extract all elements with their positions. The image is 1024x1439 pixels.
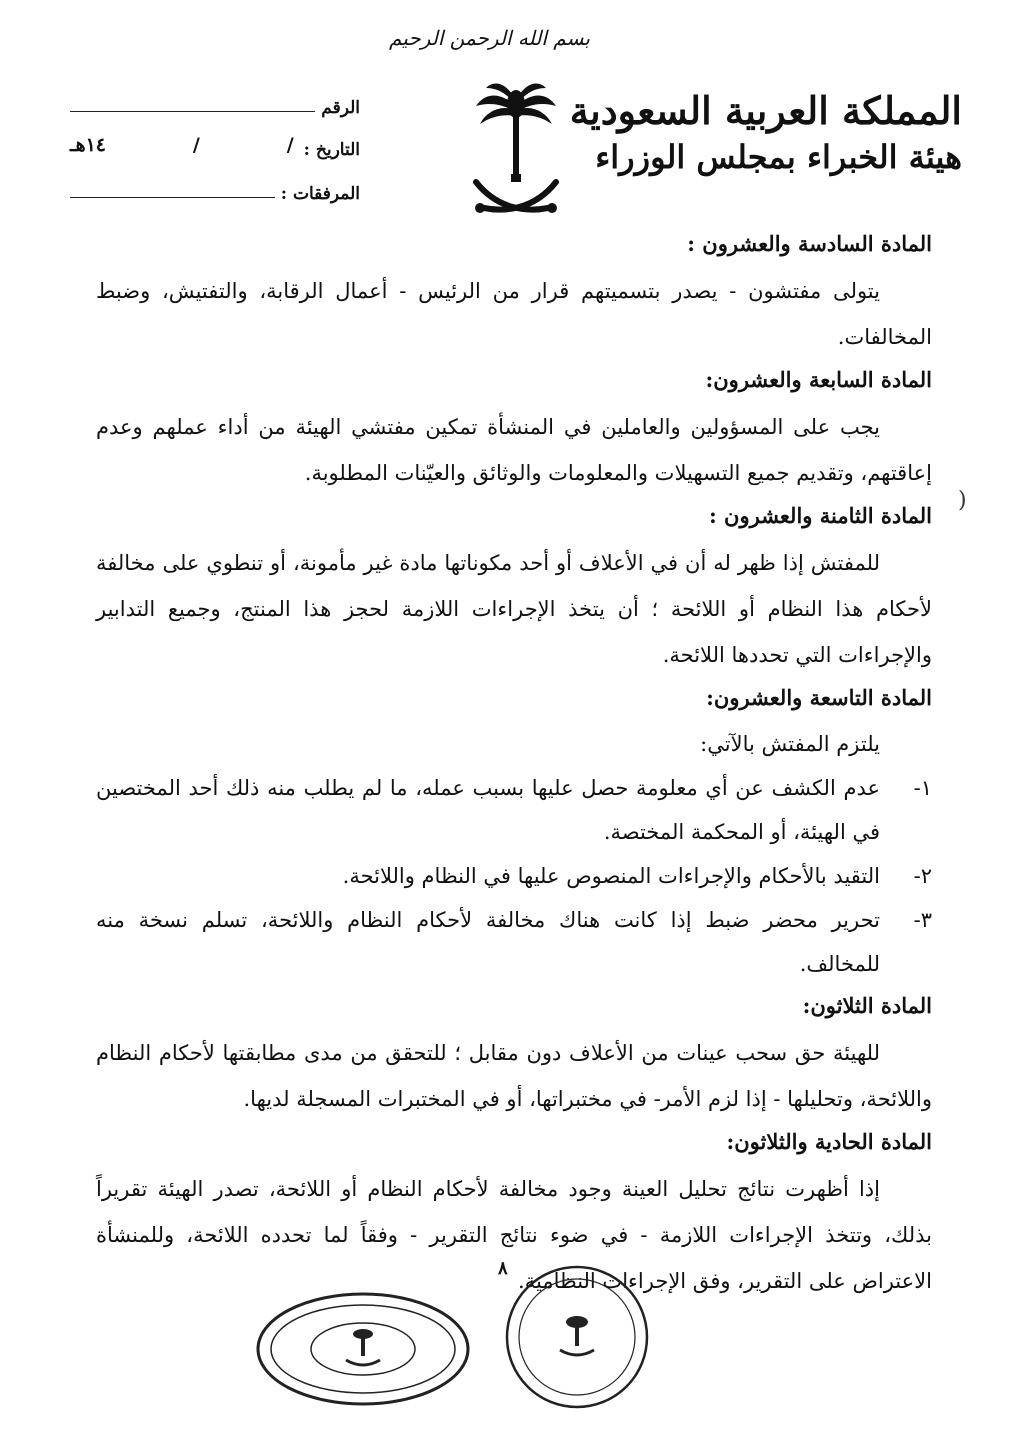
date-field [70, 128, 360, 160]
attachments-field [70, 172, 360, 204]
article-title: المادة التاسعة والعشرون: [706, 685, 932, 710]
list-item-number: ٣- [913, 908, 932, 932]
reference-number-field [70, 86, 360, 118]
list-item-number: ١- [913, 776, 932, 800]
date-separator: / [286, 134, 294, 156]
basmala-text: بسم الله الرحمن الرحيم [388, 26, 590, 50]
article-text: للمفتش إذا ظهر له أن في الأعلاف أو أحد مكوناتها مادة غير مأمونة، أو تنطوي على مخالفة لأحكام هذا النظام أو اللائحة ؛ أن يتخذ الإجراءات اللازمة لحجز هذا المنتج، وجميع التدابير والإجراءات التي تحددها اللائحة. [96, 551, 932, 667]
article-title: المادة الثامنة والعشرون : [708, 503, 932, 528]
list-item-text: التقيد بالأحكام والإجراءات المنصوص عليها في النظام واللائحة. [342, 864, 880, 888]
article-28 [96, 496, 932, 678]
page-number: ٨ [498, 1258, 508, 1279]
attachments-label: المرفقات : [280, 184, 360, 204]
date-value [70, 134, 298, 160]
reference-line [70, 97, 315, 112]
article-title: المادة الثلاثون: [802, 993, 932, 1018]
article-text: يتولى مفتشون - يصدر بتسميتهم قرار من الرئيس - أعمال الرقابة، والتفتيش، وضبط المخالفات. [96, 279, 932, 349]
list-item [96, 854, 932, 898]
list-item-text: عدم الكشف عن أي معلومة حصل عليها بسبب عمله، ما لم يطلب منه ذلك أحد المختصين في الهيئة، أو المحكمة المختصة. [96, 776, 880, 844]
date-separator: / [192, 134, 200, 156]
article-30 [96, 986, 932, 1122]
article-27 [96, 360, 932, 496]
article-text: إذا أظهرت نتائج تحليل العينة وجود مخالفة لأحكام النظام أو اللائحة، تصدر الهيئة تقريراً بذلك، وتتخذ الإجراءات اللازمة - في ضوء نتائج التقرير - وفقاً لما تحدده اللائحة، وللمنشأة الاعتراض على التقرير، وفق الإجراءات النظامية. [96, 1177, 932, 1293]
date-label: التاريخ : [303, 140, 360, 160]
list-item [96, 898, 932, 986]
reference-label: الرقم [321, 98, 360, 118]
attachments-line [70, 183, 275, 198]
list-item-number: ٢- [913, 864, 932, 888]
official-seal-icon [254, 1290, 472, 1408]
official-seal-icon [502, 1262, 652, 1412]
list-item [96, 766, 932, 854]
org-name-kingdom: المملكة العربية السعودية [569, 88, 962, 133]
article-title: المادة السادسة والعشرون : [687, 231, 932, 256]
list-intro: يلتزم المفتش بالآتي: [700, 732, 880, 756]
article-title: المادة السابعة والعشرون: [705, 367, 932, 392]
hijri-year-suffix: ١٤هـ [70, 134, 107, 156]
article-title: المادة الحادية والثلاثون: [726, 1129, 932, 1154]
saudi-emblem-icon [468, 76, 564, 226]
org-name-bureau: هيئة الخبراء بمجلس الوزراء [595, 138, 962, 176]
article-text: للهيئة حق سحب عينات من الأعلاف دون مقابل ؛ للتحقق من مدى مطابقتها لأحكام النظام واللائحة، وتحليلها - إذا لزم الأمر- في مختبراتها، أو في المختبرات المسجلة لديها. [96, 1041, 932, 1111]
margin-bracket-mark: ) [958, 488, 967, 513]
article-29 [96, 678, 932, 986]
article-text: يجب على المسؤولين والعاملين في المنشأة تمكين مفتشي الهيئة من أداء عملهم وعدم إعاقتهم، وتقديم جميع التسهيلات والمعلومات والوثائق والعيّنات المطلوبة. [96, 415, 932, 485]
articles-body [96, 224, 932, 1304]
list-item-text: تحرير محضر ضبط إذا كانت هناك مخالفة لأحكام النظام واللائحة، تسلم نسخة منه للمخالف. [96, 908, 880, 976]
article-26 [96, 224, 932, 360]
